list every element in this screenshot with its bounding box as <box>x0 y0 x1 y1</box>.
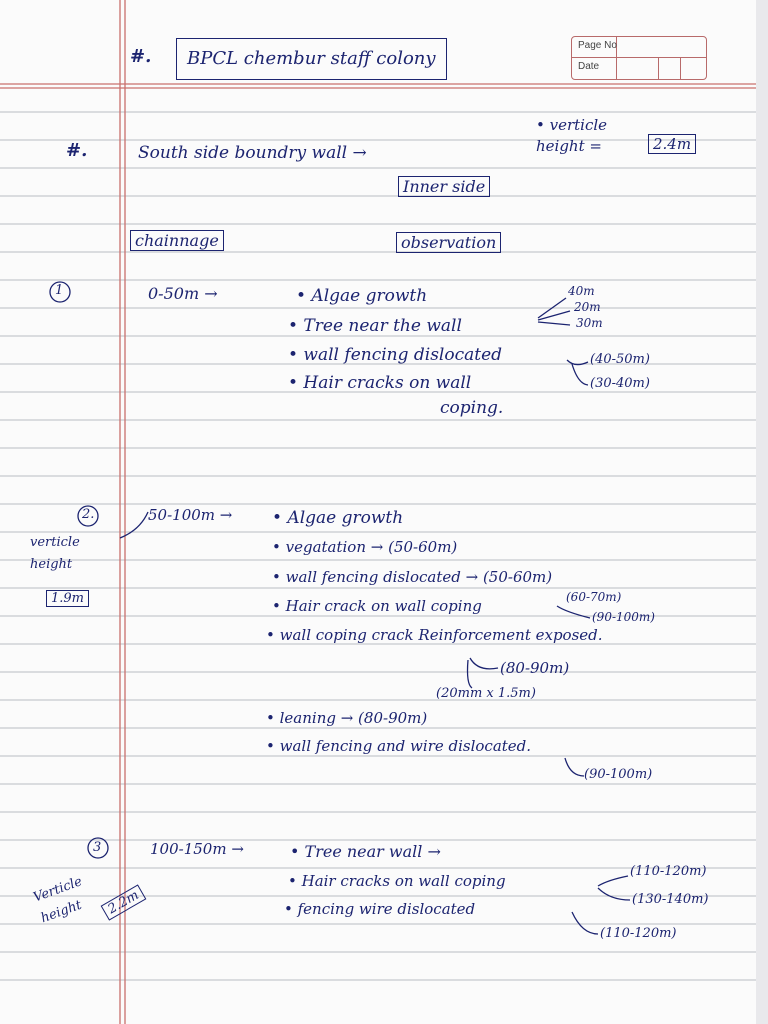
entry-note: (80-90m) <box>500 659 570 677</box>
entry-observation: • wall fencing dislocated → (50-60m) <box>272 568 553 586</box>
entry-note: 30m <box>576 316 603 330</box>
entry-observation: • Hair cracks on wall <box>288 373 472 393</box>
entry-observation: • Hair cracks on wall coping <box>288 872 506 890</box>
entry-observation: • leaning → (80-90m) <box>266 709 428 727</box>
entry-note: (30-40m) <box>590 376 650 391</box>
entry-note: (90-100m) <box>592 610 655 624</box>
entry-number: 2. <box>82 507 95 522</box>
page-title: BPCL chembur staff colony <box>176 38 447 80</box>
entry-observation: • Tree near the wall <box>288 316 462 336</box>
entry-number: 1 <box>55 283 64 298</box>
entry-vertical-height-value: 2.2m <box>101 884 147 920</box>
page-date-box <box>571 36 707 80</box>
entry-vertical-height-value: 1.9m <box>46 590 89 607</box>
entry-note: (110-120m) <box>630 864 707 879</box>
date-label: Date <box>578 61 600 72</box>
entry-observation: • vegatation → (50-60m) <box>272 538 458 556</box>
page-no-label: Page No <box>578 40 617 51</box>
entry-observation: coping. <box>440 398 504 418</box>
entry-chainage-range: 50-100m → <box>148 506 233 524</box>
section-vertical-height-label: • verticle height = <box>536 116 608 155</box>
entry-observation: • wall coping crack Reinforcement exposed. <box>266 626 603 644</box>
entry-vertical-height-label: verticle height <box>30 535 80 572</box>
chainage-column-header: chainnage <box>130 230 224 251</box>
entry-chainage-range: 0-50m → <box>148 284 218 303</box>
entry-note: (60-70m) <box>566 590 622 604</box>
entry-observation: • Algae growth <box>296 286 428 306</box>
entry-vertical-height-label: Verticle height <box>31 874 85 927</box>
entry-chainage-range: 100-150m → <box>150 840 244 858</box>
entry-note: (20mm x 1.5m) <box>436 686 536 701</box>
entry-note: (90-100m) <box>584 767 653 782</box>
inner-side-label: Inner side <box>398 176 490 197</box>
entry-note: 20m <box>574 300 601 314</box>
entry-observation: • Algae growth <box>272 508 404 528</box>
entry-observation: • wall fencing and wire dislocated. <box>266 737 532 755</box>
section-heading: South side boundry wall → <box>138 143 367 163</box>
entry-observation: • fencing wire dislocated <box>284 900 476 918</box>
entry-note: (110-120m) <box>600 926 677 941</box>
section-hash: #. <box>66 140 88 161</box>
entry-number: 3 <box>93 840 102 855</box>
entry-note: 40m <box>568 284 595 298</box>
entry-note: (130-140m) <box>632 892 709 907</box>
section-vertical-height-value: 2.4m <box>648 134 696 154</box>
entry-observation: • wall fencing dislocated <box>288 345 503 365</box>
entry-observation: • Hair crack on wall coping <box>272 597 482 615</box>
observation-column-header: observation <box>396 232 501 253</box>
entry-observation: • Tree near wall → <box>290 842 441 861</box>
header-hash: #. <box>130 46 152 67</box>
entry-note: (40-50m) <box>590 352 650 367</box>
